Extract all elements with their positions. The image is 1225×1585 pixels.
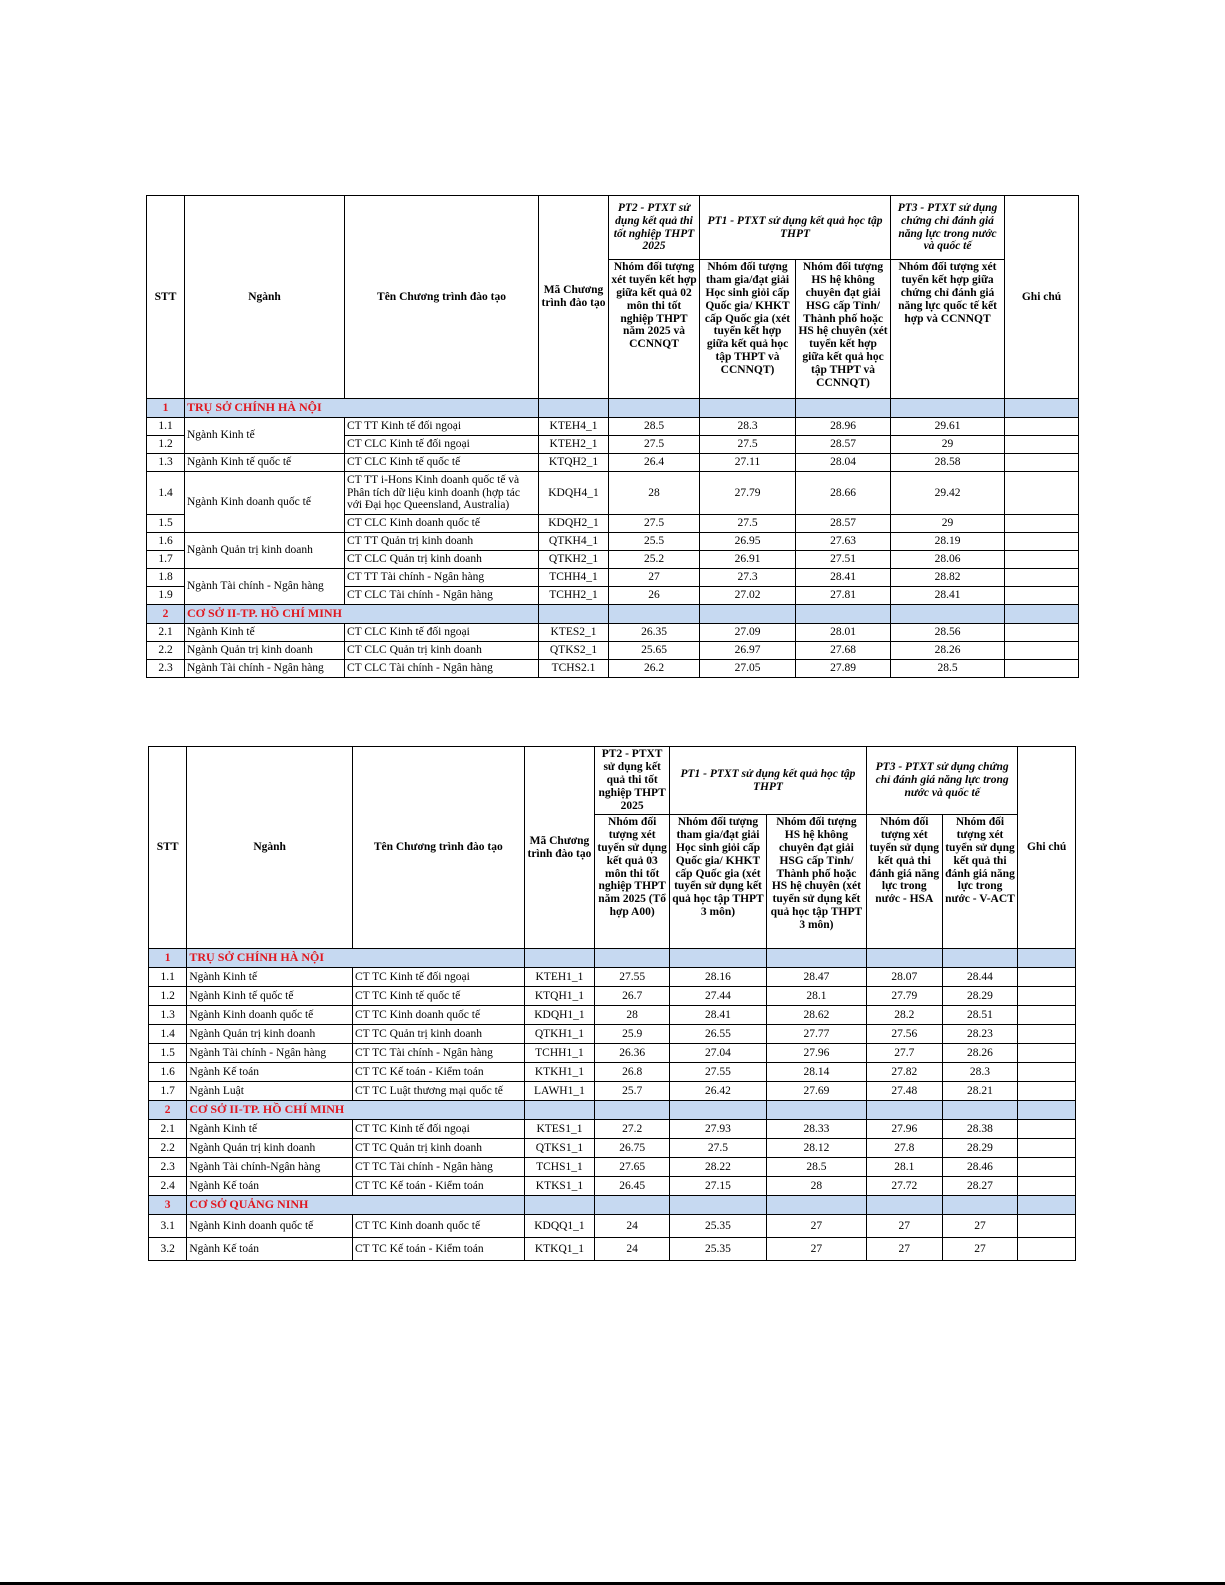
row-score-pt1-provincial: 28.04 <box>796 454 891 472</box>
row-score-pt3-hsa: 27.8 <box>866 1139 942 1158</box>
row-score-pt2: 27 <box>609 569 700 587</box>
row-program: CT CLC Kinh tế đối ngoại <box>345 624 539 642</box>
row-stt: 1.3 <box>147 454 185 472</box>
row-score-pt3: 28.26 <box>891 642 1005 660</box>
row-program: CT TC Kinh doanh quốc tế <box>352 1006 524 1025</box>
row-score-pt3-vact: 28.44 <box>942 968 1018 987</box>
table-row <box>149 1006 1076 1025</box>
row-program: CT CLC Kinh tế đối ngoại <box>345 436 539 454</box>
section-title: CƠ SỞ II-TP. HỒ CHÍ MINH <box>187 1101 524 1120</box>
row-score-pt1-provincial: 27.96 <box>766 1044 866 1063</box>
row-score-pt1-provincial: 27.51 <box>796 551 891 569</box>
section-number: 1 <box>147 399 185 418</box>
row-program: CT TT Tài chính - Ngân hàng <box>345 569 539 587</box>
row-note <box>1018 1238 1076 1261</box>
row-note <box>1005 418 1079 436</box>
row-score-pt2: 24 <box>595 1238 670 1261</box>
row-score-pt3-hsa: 28.2 <box>866 1006 942 1025</box>
row-score-pt3: 28.56 <box>891 624 1005 642</box>
row-score-pt2: 28.5 <box>609 418 700 436</box>
row-major: Ngành Luật <box>187 1082 353 1101</box>
table-row <box>149 1120 1076 1139</box>
row-program: CT CLC Tài chính - Ngân hàng <box>345 587 539 605</box>
header-pt2: PT2 - PTXT sử dụng kết quả thi tốt nghiệp THPT 2025 <box>595 747 670 815</box>
row-note <box>1005 436 1079 454</box>
row-stt: 1.8 <box>147 569 185 587</box>
row-score-pt1-provincial: 27.63 <box>796 533 891 551</box>
row-program: CT TC Kinh tế quốc tế <box>352 987 524 1006</box>
header-sub-pt2: Nhóm đối tượng xét tuyển kết hợp giữa kết quả 02 môn thi tốt nghiệp THPT năm 2025 và CCNNQT <box>609 260 700 399</box>
row-score-pt2: 25.7 <box>595 1082 670 1101</box>
row-stt: 1.5 <box>147 515 185 533</box>
header-nganh: Ngành <box>185 196 345 399</box>
row-program: CT TT Kinh tế đối ngoại <box>345 418 539 436</box>
row-stt: 2.2 <box>147 642 185 660</box>
header-pt1: PT1 - PTXT sử dụng kết quả học tập THPT <box>700 196 891 260</box>
row-score-pt1-provincial: 28 <box>766 1177 866 1196</box>
row-score-pt1-national: 27.02 <box>700 587 796 605</box>
row-stt: 1.2 <box>149 987 187 1006</box>
row-major: Ngành Tài chính - Ngân hàng <box>187 1044 353 1063</box>
row-stt: 2.2 <box>149 1139 187 1158</box>
row-code: KTKQ1_1 <box>524 1238 595 1261</box>
row-note <box>1018 987 1076 1006</box>
row-stt: 2.3 <box>149 1158 187 1177</box>
row-code: LAWH1_1 <box>524 1082 595 1101</box>
row-code: QTKH4_1 <box>539 533 609 551</box>
row-program: CT TC Kinh tế đối ngoại <box>352 1120 524 1139</box>
row-code: QTKH2_1 <box>539 551 609 569</box>
row-score-pt1-national: 28.16 <box>670 968 767 987</box>
row-score-pt1-provincial: 28.66 <box>796 472 891 515</box>
table-row <box>149 1063 1076 1082</box>
row-score-pt2: 26.7 <box>595 987 670 1006</box>
row-stt: 3.1 <box>149 1215 187 1238</box>
row-stt: 1.7 <box>149 1082 187 1101</box>
section-number: 2 <box>147 605 185 624</box>
row-note <box>1018 1139 1076 1158</box>
row-program: CT CLC Kinh doanh quốc tế <box>345 515 539 533</box>
header-sub-pt1-national: Nhóm đối tượng tham gia/đạt giải Học sinh giỏi cấp Quốc gia/ KHKT cấp Quốc gia (xét tuyển kết hợp giữa kết quả học tập THPT và CCNNQT) <box>700 260 796 399</box>
row-program: CT TC Kinh tế đối ngoại <box>352 968 524 987</box>
row-major: Ngành Kế toán <box>187 1063 353 1082</box>
row-stt: 1.4 <box>149 1025 187 1044</box>
row-note <box>1018 968 1076 987</box>
row-stt: 2.4 <box>149 1177 187 1196</box>
row-code: KTEH1_1 <box>524 968 595 987</box>
table-row <box>147 624 1079 642</box>
header-sub-pt3-vact: Nhóm đối tượng xét tuyển sử dụng kết quả thi đánh giá năng lực trong nước - V-ACT <box>942 815 1018 949</box>
row-stt: 1.5 <box>149 1044 187 1063</box>
row-note <box>1018 1120 1076 1139</box>
row-score-pt3-vact: 28.3 <box>942 1063 1018 1082</box>
header-sub-pt1-provincial: Nhóm đối tượng HS hệ không chuyên đạt giải HSG cấp Tỉnh/ Thành phố hoặc HS hệ chuyên (xét tuyển sử dụng kết quả học tập THPT 3 môn) <box>766 815 866 949</box>
row-major: Ngành Kinh doanh quốc tế <box>187 1006 353 1025</box>
row-note <box>1018 1063 1076 1082</box>
row-score-pt1-national: 27.15 <box>670 1177 767 1196</box>
row-score-pt3: 29 <box>891 515 1005 533</box>
row-score-pt1-provincial: 28.57 <box>796 515 891 533</box>
row-stt: 2.3 <box>147 660 185 678</box>
row-major: Ngành Quản trị kinh doanh <box>187 1025 353 1044</box>
row-score-pt3: 28.82 <box>891 569 1005 587</box>
row-score-pt3: 28.5 <box>891 660 1005 678</box>
row-score-pt2: 28 <box>609 472 700 515</box>
header-sub-pt1-provincial: Nhóm đối tượng HS hệ không chuyên đạt giải HSG cấp Tỉnh/ Thành phố hoặc HS hệ chuyên (xét tuyển kết hợp giữa kết quả học tập THPT và CCNNQT) <box>796 260 891 399</box>
row-stt: 2.1 <box>149 1120 187 1139</box>
row-score-pt1-national: 25.35 <box>670 1238 767 1261</box>
row-code: KDQH4_1 <box>539 472 609 515</box>
row-major: Ngành Kinh tế <box>185 418 345 454</box>
row-code: TCHH1_1 <box>524 1044 595 1063</box>
row-score-pt3-vact: 27 <box>942 1238 1018 1261</box>
row-score-pt2: 26 <box>609 587 700 605</box>
row-code: KTES2_1 <box>539 624 609 642</box>
section-row <box>149 949 1076 968</box>
row-score-pt2: 26.35 <box>609 624 700 642</box>
row-score-pt3-hsa: 27.82 <box>866 1063 942 1082</box>
header-program-code: Mã Chương trình đào tạo <box>539 196 609 399</box>
table-row <box>147 642 1079 660</box>
row-major: Ngành Kinh tế quốc tế <box>187 987 353 1006</box>
table-row <box>147 660 1079 678</box>
header-nganh: Ngành <box>187 747 353 949</box>
row-note <box>1018 1044 1076 1063</box>
section-title: CƠ SỞ QUẢNG NINH <box>187 1196 524 1215</box>
row-score-pt3-vact: 28.38 <box>942 1120 1018 1139</box>
row-score-pt2: 26.2 <box>609 660 700 678</box>
row-code: KDQQ1_1 <box>524 1215 595 1238</box>
row-program: CT TT i-Hons Kinh doanh quốc tế và Phân tích dữ liệu kinh doanh (hợp tác với Đại học Queensland, Australia) <box>345 472 539 515</box>
row-note <box>1018 1177 1076 1196</box>
row-program: CT TC Tài chính - Ngân hàng <box>352 1044 524 1063</box>
row-note <box>1018 1006 1076 1025</box>
row-score-pt3: 28.06 <box>891 551 1005 569</box>
row-score-pt2: 27.65 <box>595 1158 670 1177</box>
row-score-pt1-national: 27.5 <box>670 1139 767 1158</box>
row-code: KTQH1_1 <box>524 987 595 1006</box>
row-stt: 1.4 <box>147 472 185 515</box>
row-code: TCHS2.1 <box>539 660 609 678</box>
row-score-pt2: 27.2 <box>595 1120 670 1139</box>
table-row <box>147 472 1079 515</box>
row-note <box>1005 569 1079 587</box>
row-stt: 1.2 <box>147 436 185 454</box>
table-row <box>149 1044 1076 1063</box>
row-program: CT CLC Kinh tế quốc tế <box>345 454 539 472</box>
row-score-pt3: 28.19 <box>891 533 1005 551</box>
row-score-pt3-vact: 28.46 <box>942 1158 1018 1177</box>
row-score-pt2: 27.55 <box>595 968 670 987</box>
row-score-pt1-provincial: 28.33 <box>766 1120 866 1139</box>
row-score-pt1-national: 27.05 <box>700 660 796 678</box>
row-score-pt1-national: 27.79 <box>700 472 796 515</box>
row-major: Ngành Tài chính - Ngân hàng <box>185 569 345 605</box>
row-score-pt1-national: 27.09 <box>700 624 796 642</box>
section-row <box>147 399 1079 418</box>
header-pt1: PT1 - PTXT sử dụng kết quả học tập THPT <box>670 747 867 815</box>
row-stt: 1.3 <box>149 1006 187 1025</box>
row-note <box>1005 533 1079 551</box>
row-major: Ngành Quản trị kinh doanh <box>185 642 345 660</box>
row-major: Ngành Quản trị kinh doanh <box>187 1139 353 1158</box>
row-score-pt2: 26.8 <box>595 1063 670 1082</box>
section-number: 2 <box>149 1101 187 1120</box>
section-title: TRỤ SỞ CHÍNH HÀ NỘI <box>187 949 524 968</box>
row-score-pt3: 29.42 <box>891 472 1005 515</box>
row-score-pt3-hsa: 27.7 <box>866 1044 942 1063</box>
row-score-pt3-hsa: 28.1 <box>866 1158 942 1177</box>
row-score-pt1-provincial: 28.01 <box>796 624 891 642</box>
row-major: Ngành Kế toán <box>187 1177 353 1196</box>
row-major: Ngành Kinh tế <box>187 1120 353 1139</box>
row-score-pt3-hsa: 27 <box>866 1215 942 1238</box>
header-program-code: Mã Chương trình đào tạo <box>524 747 595 949</box>
row-score-pt3-vact: 27 <box>942 1215 1018 1238</box>
row-note <box>1005 454 1079 472</box>
header-pt3: PT3 - PTXT sử dụng chứng chỉ đánh giá năng lực trong nước và quốc tế <box>866 747 1017 815</box>
header-note: Ghi chú <box>1018 747 1076 949</box>
row-code: KTES1_1 <box>524 1120 595 1139</box>
row-score-pt2: 26.75 <box>595 1139 670 1158</box>
row-code: QTKH1_1 <box>524 1025 595 1044</box>
row-score-pt3: 29 <box>891 436 1005 454</box>
table-row <box>147 418 1079 436</box>
row-score-pt3: 28.58 <box>891 454 1005 472</box>
row-score-pt1-provincial: 27.77 <box>766 1025 866 1044</box>
row-score-pt1-provincial: 28.12 <box>766 1139 866 1158</box>
table-row <box>147 533 1079 551</box>
row-program: CT TC Kế toán - Kiểm toán <box>352 1063 524 1082</box>
row-note <box>1005 515 1079 533</box>
row-program: CT TT Quản trị kinh doanh <box>345 533 539 551</box>
row-code: KDQH1_1 <box>524 1006 595 1025</box>
row-score-pt3-vact: 28.26 <box>942 1044 1018 1063</box>
row-score-pt3-hsa: 27.96 <box>866 1120 942 1139</box>
table-row <box>149 1082 1076 1101</box>
row-note <box>1005 624 1079 642</box>
table-row <box>149 1238 1076 1261</box>
row-score-pt2: 25.5 <box>609 533 700 551</box>
row-score-pt1-national: 26.95 <box>700 533 796 551</box>
row-program: CT TC Kế toán - Kiểm toán <box>352 1238 524 1261</box>
row-program: CT TC Kế toán - Kiểm toán <box>352 1177 524 1196</box>
row-score-pt1-provincial: 28.96 <box>796 418 891 436</box>
row-major: Ngành Kinh tế quốc tế <box>185 454 345 472</box>
row-code: KTEH2_1 <box>539 436 609 454</box>
table-row <box>147 454 1079 472</box>
row-score-pt1-provincial: 28.5 <box>766 1158 866 1177</box>
row-score-pt3-hsa: 27.79 <box>866 987 942 1006</box>
header-sub-pt3-hsa: Nhóm đối tượng xét tuyển sử dụng kết quả thi đánh giá năng lực trong nước - HSA <box>866 815 942 949</box>
row-score-pt1-national: 25.35 <box>670 1215 767 1238</box>
row-note <box>1018 1215 1076 1238</box>
row-score-pt1-national: 26.91 <box>700 551 796 569</box>
row-score-pt1-national: 27.55 <box>670 1063 767 1082</box>
section-row <box>147 605 1079 624</box>
row-score-pt1-national: 26.97 <box>700 642 796 660</box>
row-score-pt3: 28.41 <box>891 587 1005 605</box>
row-major: Ngành Kinh tế <box>187 968 353 987</box>
row-program: CT CLC Tài chính - Ngân hàng <box>345 660 539 678</box>
row-note <box>1005 660 1079 678</box>
row-score-pt2: 25.65 <box>609 642 700 660</box>
row-major: Ngành Tài chính - Ngân hàng <box>185 660 345 678</box>
header-stt: STT <box>147 196 185 399</box>
row-code: KDQH2_1 <box>539 515 609 533</box>
admission-score-table-1 <box>146 195 1079 678</box>
row-program: CT CLC Quản trị kinh doanh <box>345 642 539 660</box>
row-score-pt3-hsa: 27.56 <box>866 1025 942 1044</box>
table-row <box>147 569 1079 587</box>
row-score-pt1-national: 27.44 <box>670 987 767 1006</box>
row-score-pt1-national: 27.93 <box>670 1120 767 1139</box>
header-sub-pt3: Nhóm đối tượng xét tuyển kết hợp giữa chứng chỉ đánh giá năng lực quốc tế kết hợp và CCNNQT <box>891 260 1005 399</box>
row-score-pt3-hsa: 28.07 <box>866 968 942 987</box>
row-code: KTKH1_1 <box>524 1063 595 1082</box>
row-score-pt1-national: 27.04 <box>670 1044 767 1063</box>
row-major: Ngành Tài chính-Ngân hàng <box>187 1158 353 1177</box>
row-program: CT TC Luật thương mại quốc tế <box>352 1082 524 1101</box>
header-pt2: PT2 - PTXT sử dụng kết quả thi tốt nghiệp THPT 2025 <box>609 196 700 260</box>
table-row <box>149 1215 1076 1238</box>
row-score-pt3-hsa: 27 <box>866 1238 942 1261</box>
row-major: Ngành Quản trị kinh doanh <box>185 533 345 569</box>
row-score-pt1-national: 26.42 <box>670 1082 767 1101</box>
row-score-pt1-provincial: 27.81 <box>796 587 891 605</box>
header-sub-pt1-national: Nhóm đối tượng tham gia/đạt giải Học sinh giỏi cấp Quốc gia/ KHKT cấp Quốc gia (xét tuyển sử dụng kết quả học tập THPT 3 môn) <box>670 815 767 949</box>
row-score-pt1-provincial: 27.68 <box>796 642 891 660</box>
row-stt: 1.7 <box>147 551 185 569</box>
row-program: CT CLC Quản trị kinh doanh <box>345 551 539 569</box>
section-row <box>149 1101 1076 1120</box>
row-score-pt1-provincial: 28.1 <box>766 987 866 1006</box>
table-row <box>149 968 1076 987</box>
row-score-pt3-vact: 28.51 <box>942 1006 1018 1025</box>
row-stt: 1.6 <box>149 1063 187 1082</box>
row-code: QTKS1_1 <box>524 1139 595 1158</box>
row-major: Ngành Kinh tế <box>185 624 345 642</box>
row-program: CT TC Kinh doanh quốc tế <box>352 1215 524 1238</box>
row-program: CT TC Tài chính - Ngân hàng <box>352 1158 524 1177</box>
row-score-pt3-vact: 28.23 <box>942 1025 1018 1044</box>
row-score-pt3-hsa: 27.48 <box>866 1082 942 1101</box>
row-note <box>1018 1025 1076 1044</box>
row-score-pt1-national: 26.55 <box>670 1025 767 1044</box>
row-code: KTQH2_1 <box>539 454 609 472</box>
row-note <box>1005 551 1079 569</box>
row-score-pt2: 26.36 <box>595 1044 670 1063</box>
row-score-pt1-provincial: 27.69 <box>766 1082 866 1101</box>
row-stt: 2.1 <box>147 624 185 642</box>
section-number: 3 <box>149 1196 187 1215</box>
row-score-pt1-national: 27.5 <box>700 515 796 533</box>
section-title: TRỤ SỞ CHÍNH HÀ NỘI <box>185 399 539 418</box>
row-code: QTKS2_1 <box>539 642 609 660</box>
row-score-pt2: 26.4 <box>609 454 700 472</box>
row-code: TCHH2_1 <box>539 587 609 605</box>
row-score-pt1-provincial: 27 <box>766 1238 866 1261</box>
row-score-pt2: 27.5 <box>609 436 700 454</box>
row-major: Ngành Kinh doanh quốc tế <box>187 1215 353 1238</box>
row-code: TCHH4_1 <box>539 569 609 587</box>
row-score-pt3-vact: 28.27 <box>942 1177 1018 1196</box>
row-score-pt1-provincial: 27.89 <box>796 660 891 678</box>
table-row <box>149 1158 1076 1177</box>
admission-score-table-2 <box>148 746 1076 1261</box>
row-score-pt1-national: 27.5 <box>700 436 796 454</box>
row-code: KTEH4_1 <box>539 418 609 436</box>
table-row <box>149 987 1076 1006</box>
header-note: Ghi chú <box>1005 196 1079 399</box>
row-score-pt1-national: 28.41 <box>670 1006 767 1025</box>
row-score-pt1-national: 28.22 <box>670 1158 767 1177</box>
header-program-name: Tên Chương trình đào tạo <box>352 747 524 949</box>
row-score-pt1-national: 27.11 <box>700 454 796 472</box>
section-title: CƠ SỞ II-TP. HỒ CHÍ MINH <box>185 605 539 624</box>
section-row <box>149 1196 1076 1215</box>
header-program-name: Tên Chương trình đào tạo <box>345 196 539 399</box>
row-stt: 3.2 <box>149 1238 187 1261</box>
row-stt: 1.9 <box>147 587 185 605</box>
row-score-pt1-provincial: 28.41 <box>796 569 891 587</box>
row-score-pt1-national: 27.3 <box>700 569 796 587</box>
row-major: Ngành Kinh doanh quốc tế <box>185 472 345 533</box>
row-score-pt3-hsa: 27.72 <box>866 1177 942 1196</box>
row-code: TCHS1_1 <box>524 1158 595 1177</box>
row-score-pt2: 28 <box>595 1006 670 1025</box>
row-note <box>1005 642 1079 660</box>
table-row <box>149 1025 1076 1044</box>
row-program: CT TC Quản trị kinh doanh <box>352 1139 524 1158</box>
row-score-pt2: 25.2 <box>609 551 700 569</box>
table-row <box>149 1177 1076 1196</box>
row-score-pt3-vact: 28.21 <box>942 1082 1018 1101</box>
row-score-pt3: 29.61 <box>891 418 1005 436</box>
row-note <box>1005 587 1079 605</box>
row-stt: 1.6 <box>147 533 185 551</box>
row-score-pt3-vact: 28.29 <box>942 1139 1018 1158</box>
row-code: KTKS1_1 <box>524 1177 595 1196</box>
row-stt: 1.1 <box>147 418 185 436</box>
row-note <box>1018 1158 1076 1177</box>
row-program: CT TC Quản trị kinh doanh <box>352 1025 524 1044</box>
row-score-pt2: 26.45 <box>595 1177 670 1196</box>
header-pt3: PT3 - PTXT sử dụng chứng chỉ đánh giá năng lực trong nước và quốc tế <box>891 196 1005 260</box>
row-score-pt1-provincial: 28.57 <box>796 436 891 454</box>
header-stt: STT <box>149 747 187 949</box>
row-score-pt1-provincial: 28.47 <box>766 968 866 987</box>
row-score-pt1-national: 28.3 <box>700 418 796 436</box>
row-score-pt2: 25.9 <box>595 1025 670 1044</box>
row-score-pt2: 27.5 <box>609 515 700 533</box>
table-row <box>149 1139 1076 1158</box>
row-score-pt1-provincial: 28.62 <box>766 1006 866 1025</box>
row-score-pt1-provincial: 27 <box>766 1215 866 1238</box>
row-score-pt2: 24 <box>595 1215 670 1238</box>
header-sub-pt2: Nhóm đối tượng xét tuyển sử dụng kết quả 03 môn thi tốt nghiệp THPT năm 2025 (Tổ hợp A00) <box>595 815 670 949</box>
row-note <box>1005 472 1079 515</box>
section-number: 1 <box>149 949 187 968</box>
row-score-pt3-vact: 28.29 <box>942 987 1018 1006</box>
row-note <box>1018 1082 1076 1101</box>
row-stt: 1.1 <box>149 968 187 987</box>
row-score-pt1-provincial: 28.14 <box>766 1063 866 1082</box>
row-major: Ngành Kế toán <box>187 1238 353 1261</box>
